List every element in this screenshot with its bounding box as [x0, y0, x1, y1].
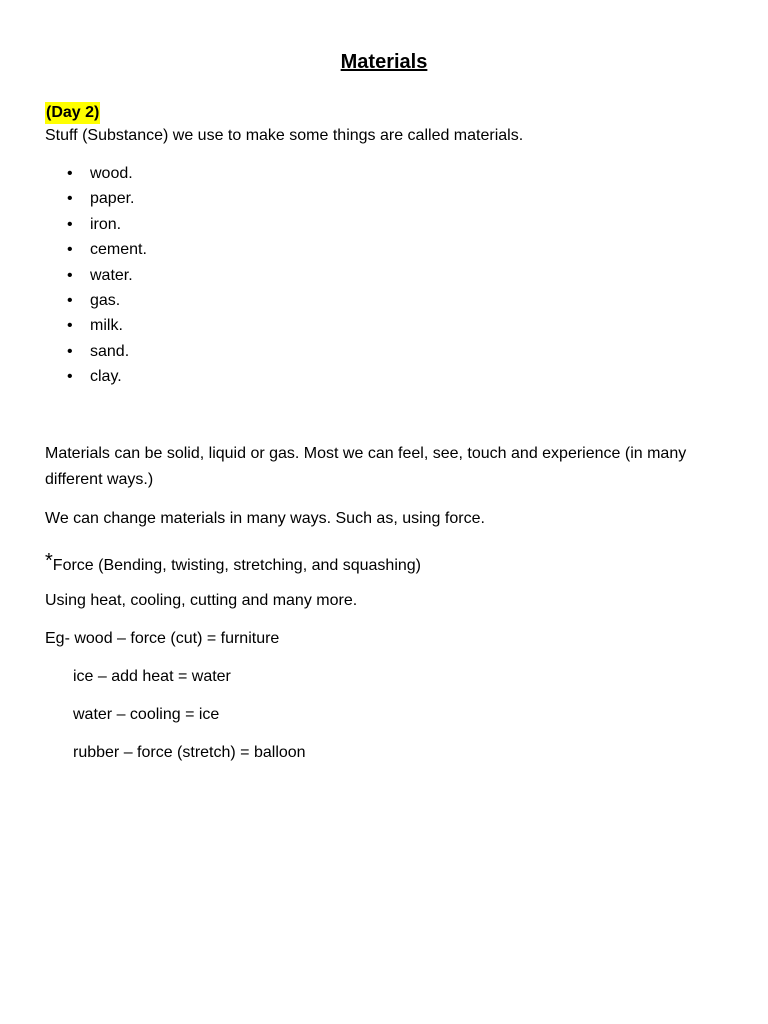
list-item — [45, 341, 147, 366]
bullet-icon: • — [67, 241, 73, 259]
bullet-icon: • — [67, 215, 73, 233]
list-item — [45, 163, 147, 188]
example-line: Eg- wood – force (cut) = furniture — [45, 630, 280, 647]
list-item — [45, 188, 147, 213]
list-item-text: sand. — [90, 342, 130, 360]
example-line: ice – add heat = water — [73, 668, 231, 685]
intro-text: Stuff (Substance) we use to make some things are called materials. — [45, 127, 524, 144]
bullet-icon: • — [67, 342, 73, 360]
list-item — [45, 315, 147, 340]
example-line: water – cooling = ice — [73, 706, 220, 723]
list-item — [45, 239, 147, 264]
asterisk-icon: * — [45, 550, 53, 572]
bullet-icon: • — [67, 368, 73, 386]
list-item-text: iron. — [90, 215, 122, 233]
methods-paragraph: Using heat, cooling, cutting and many more. — [45, 592, 358, 609]
list-item — [45, 265, 147, 290]
list-item-text: gas. — [90, 291, 121, 309]
force-paragraph — [45, 548, 725, 579]
bullet-icon: • — [67, 165, 73, 182]
list-item-text: water. — [90, 266, 133, 284]
bullet-icon: • — [67, 266, 73, 284]
page-title: Materials — [340, 51, 428, 73]
force-text: Force (Bending, twisting, stretching, and squashing) — [52, 557, 421, 574]
list-item — [45, 290, 147, 315]
list-item — [45, 366, 147, 391]
list-item-text: wood. — [90, 165, 133, 182]
list-item-text: cement. — [90, 241, 147, 259]
bullet-icon: • — [67, 190, 73, 208]
bullet-icon: • — [67, 317, 73, 335]
bullet-icon: • — [67, 291, 73, 309]
day-label: (Day 2) — [45, 102, 100, 124]
list-item-text: paper. — [90, 190, 135, 208]
materials-list — [45, 163, 147, 392]
states-paragraph: Materials can be solid, liquid or gas. Most we can feel, see, touch and experience (in many different ways.) — [45, 445, 687, 488]
list-item-text: clay. — [90, 368, 122, 386]
change-paragraph: We can change materials in many ways. Such as, using force. — [45, 510, 485, 527]
example-line: rubber – force (stretch) = balloon — [73, 744, 306, 761]
list-item — [45, 214, 147, 239]
list-item-text: milk. — [90, 317, 123, 335]
